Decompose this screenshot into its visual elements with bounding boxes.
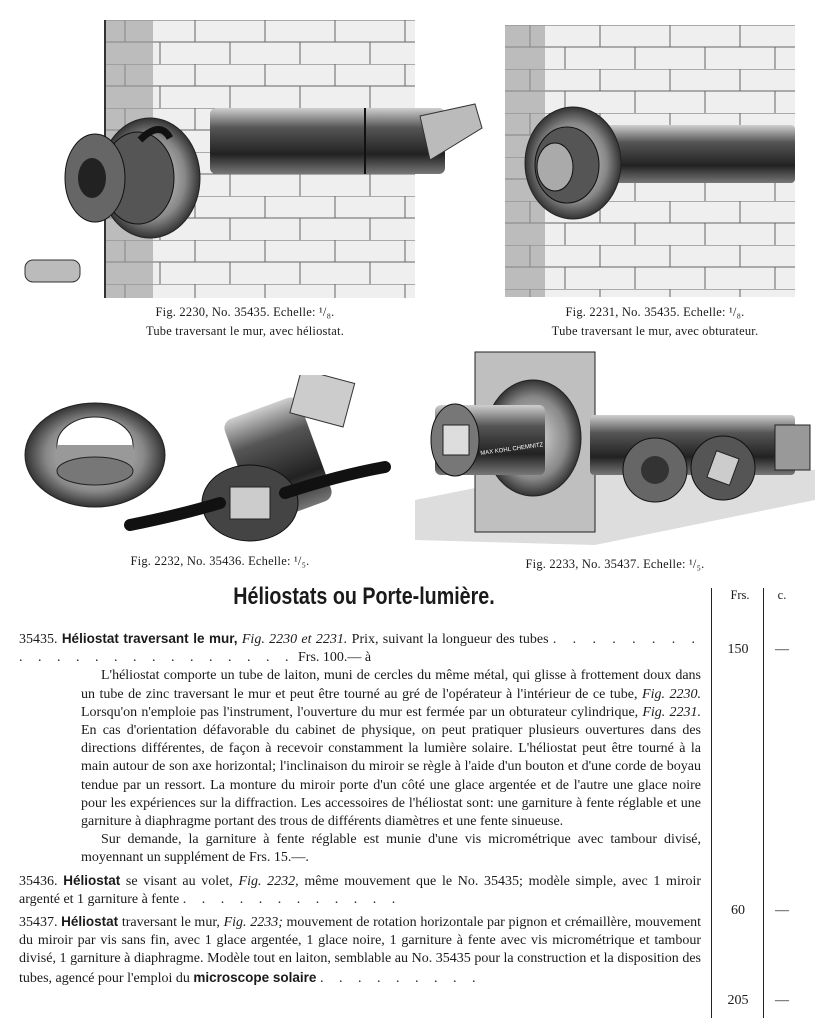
entry-35435-figref: Fig. 2230 et 2231. — [241, 632, 348, 647]
section-title: Héliostats ou Porte-lumière. — [233, 583, 495, 610]
entry-35437-price: 205 — [727, 993, 749, 1008]
column-divider-left — [711, 588, 712, 1018]
column-divider-right — [763, 588, 764, 1018]
entry-35435-para1-c: En cas d'orientation défavorable du cabinet de physique, on peut pratiquer plusieurs ouvertures dans des directions différentes, de façon à recevoir constamment la lumière solaire. L'héliostat peut être tourné à la main autour de son axe horizontal; l'inclinaison du miroir se règle à l'aide d'un bouton et d'une corde de boyau tendue par un ressort. La monture du miroir porte d'un côté une glace argentée et de l'autre une glace noire pour les expériences sur la diffraction. Les accessoires de l'héliostat sont: une garniture à fente réglable et une garniture à diaphragme portant des trous de différents diamètres et une fente sinueuse. — [81, 723, 701, 830]
entry-35435-description — [19, 667, 701, 867]
figure-2233-engraving: MAX KOHL CHEMNITZ — [480, 442, 544, 458]
entry-35436-text-a: se visant au volet, — [125, 873, 233, 889]
entry-35437-figref: Fig. 2233; — [223, 915, 283, 931]
entry-35437-bold-text: microscope solaire — [193, 969, 317, 985]
figure-2230-caption-ref: Fig. 2230, No. 35435. Echelle: ¹/₈. — [155, 305, 335, 319]
figure-2231-illustration — [495, 25, 805, 300]
figure-2233-caption — [480, 555, 750, 574]
figure-2232-caption-ref: Fig. 2232, No. 35436. Echelle: ¹/₅. — [130, 554, 310, 568]
catalog-entries — [19, 626, 701, 988]
entry-35435-para1-a: L'héliostat comporte un tube de laiton, muni de cercles du même métal, qui glisse à frottement doux dans un tube de zinc traversant le mur et peut être tourné au gré de l'opérateur à l'intérieur de ce tube, — [81, 668, 701, 702]
figure-2231-caption — [500, 303, 810, 341]
entry-35436-text-b: même mouvement que le No. 35435; modèle simple, avec 1 miroir argenté et 1 garniture à fente — [19, 873, 702, 907]
entry-35437-text-b: mouvement de rotation horizontale par pignon et crémaillère, mouvement du miroir par vis sans fin, avec 1 glace argentée, 1 glace noire, 1 garniture à fente avec vis micrométrique et tambour divisé, 1 garniture à diaphragme. Modèle tout en laiton, semblable au No. 35435 pour la construction et la disposition des tubes, agencé pour l'emploi du — [19, 915, 702, 986]
entry-35437: 35437. Héliostat traversant le mur, Fig. 2233; mouvement de rotation horizontale par pignon et crémaillère, mouvement du miroir par vis sans fin, avec 1 glace argentée, 1 glace noire, 1 garniture à fente avec vis micrométrique et tambour divisé, 1 garniture à diaphragme. Modèle tout en laiton, semblable au No. 35435 pour la construction et la disposition des tubes, agencé pour l'emploi du microscope solaire . . . . . . . . . — [19, 914, 702, 986]
figure-2233-caption-ref: Fig. 2233, No. 35437. Echelle: ¹/₅. — [525, 557, 705, 571]
entry-35435-price: 150 — [727, 642, 749, 657]
entry-35436-figref: Fig. 2232, — [238, 873, 299, 889]
entry-35435-para1-fig2: Fig. 2231. — [642, 704, 701, 720]
entry-35437-cents: — — [775, 993, 789, 1008]
entry-35435-para1-b: Lorsqu'on n'emploie pas l'instrument, l'ouverture du mur est fermée par un obturateur cylindrique, — [81, 704, 639, 720]
entry-35435-para1-fig1: Fig. 2230. — [642, 686, 701, 702]
column-header-frs: Frs. — [730, 588, 750, 602]
figure-2230-caption — [95, 303, 395, 341]
figure-2232-illustration — [20, 375, 400, 545]
entry-35436-number: 35436. — [19, 873, 58, 889]
entry-35435-text: Prix, suivant la longueur des tubes — [351, 632, 549, 647]
entry-35436-title: Héliostat — [63, 872, 121, 888]
figure-2231-caption-ref: Fig. 2231, No. 35435. Echelle: ¹/₈. — [565, 305, 745, 319]
column-header-c: c. — [777, 588, 787, 602]
figure-2233-illustration — [415, 350, 815, 550]
entry-35435-title: Héliostat traversant le mur, — [61, 631, 238, 646]
entry-35435-price-note: Frs. 100.— à — [298, 650, 372, 666]
entry-35435-para2: Sur demande, la garniture à fente réglable est munie d'une vis micrométrique avec tambour divisé, moyennant un supplément de Frs. 15.—. — [81, 832, 701, 866]
entry-35436: 35436. Héliostat se visant au volet, Fig. 2232, même mouvement que le No. 35435; modèle simple, avec 1 miroir argenté et 1 garniture à fente . . . . . . . . . . . . — [19, 872, 702, 907]
figure-2232-caption — [90, 552, 350, 571]
entry-35437-number: 35437. — [19, 915, 58, 931]
entry-35435: 35435. Héliostat traversant le mur, Fig. 2230 et 2231. Prix, suivant la longueur des tubes . . . . . . . . . . . . . . . . . . . . . . . Frs. 100.— à L'héliostat comporte un tube de laiton, muni de cercles du même métal, qui glisse à frottement doux dans un tube de zinc traversant le mur et peut être tourné au gré de l'opérateur à l'intérieur de ce tube, Fig. 2230. Lorsqu'on n'emploie pas l'instrument, l'ouverture du mur est fermée par un obturateur cylindrique, Fig. 2231. En cas d'orientation défavorable du cabinet de physique, on peut pratiquer plusieurs ouvertures dans des directions différentes, de façon à recevoir constamment la lumière solaire. L'héliostat peut être tourné à la main autour de son axe horizontal; l'inclinaison du miroir se règle à l'aide d'un bouton et d'une corde de boyau tendue par un ressort. La monture du miroir porte d'un côté une glace argentée et de l'autre une glace noire pour les expériences sur la diffraction. Les accessoires de l'héliostat sont: une garniture à fente réglable et une garniture à diaphragme portant des trous de différents diamètres et une fente sinueuse. Sur demande, la garniture à fente réglable est munie d'une vis micrométrique avec tambour divisé, moyennant un supplément de Frs. 15.—. — [19, 630, 701, 868]
entry-35435-cents: — — [775, 642, 789, 657]
entry-35437-title: Héliostat — [61, 914, 119, 930]
figure-2230-illustration — [20, 20, 490, 300]
entry-35436-price: 60 — [731, 903, 745, 918]
entry-35437-text-a: traversant le mur, — [121, 915, 220, 931]
figure-2231-caption-text: Tube traversant le mur, avec obturateur. — [551, 324, 759, 338]
entry-35435-number: 35435. — [19, 632, 58, 647]
entry-35436-cents: — — [775, 903, 789, 918]
figure-2230-caption-text: Tube traversant le mur, avec héliostat. — [145, 324, 345, 338]
